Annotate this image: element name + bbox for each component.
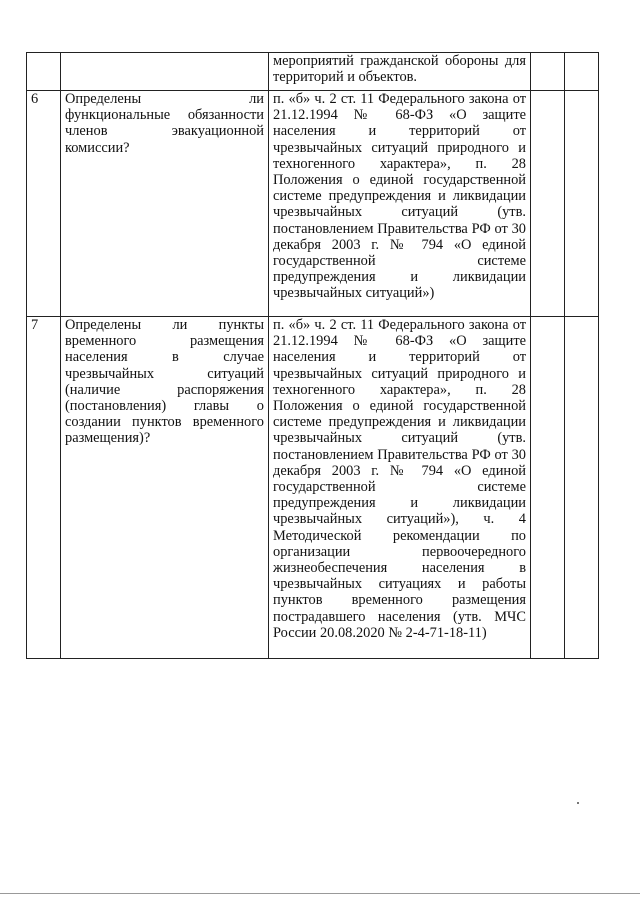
page-bottom-edge [0,893,640,894]
row-number [27,53,61,91]
question-cell: Определены ли функциональные обязанности членов эвакуационной комиссии? [61,91,269,317]
scan-speck [577,802,579,804]
table-row [27,317,599,659]
table-row [27,53,599,91]
table-row [27,91,599,317]
legal-basis-cell: мероприятий гражданской обороны для территорий и объектов. [269,53,531,91]
question-cell [61,53,269,91]
checklist-table [26,52,599,659]
row-number: 6 [27,91,61,317]
row-number: 7 [27,317,61,659]
answer-yes-cell [531,317,565,659]
answer-no-cell [565,91,599,317]
question-cell: Определены ли пункты временного размещения населения в случае чрезвычайных ситуаций (наличие распоряжения (постановления) главы о создании пунктов временного размещения)? [61,317,269,659]
answer-no-cell [565,317,599,659]
answer-yes-cell [531,91,565,317]
answer-yes-cell [531,53,565,91]
answer-no-cell [565,53,599,91]
legal-basis-cell: п. «б» ч. 2 ст. 11 Федерального закона от 21.12.1994 № 68-ФЗ «О защите населения и территорий от чрезвычайных ситуаций природного и техногенного характера», п. 28 Положения о единой государственной системе предупреждения и ликвидации чрезвычайных ситуаций (утв. постановлением Правительства РФ от 30 декабря 2003 г. № 794 «О единой государственной системе предупреждения и ликвидации чрезвычайных ситуаций»), ч. 4 Методической рекомендации по организации первоочередного жизнеобеспечения населения в чрезвычайных ситуациях и работы пунктов временного размещения пострадавшего населения (утв. МЧС России 20.08.2020 № 2-4-71-18-11) [269,317,531,659]
legal-basis-cell: п. «б» ч. 2 ст. 11 Федерального закона от 21.12.1994 № 68-ФЗ «О защите населения и территорий от чрезвычайных ситуаций природного и техногенного характера», п. 28 Положения о единой государственной системе предупреждения и ликвидации чрезвычайных ситуаций (утв. постановлением Правительства РФ от 30 декабря 2003 г. № 794 «О единой государственной системе предупреждения и ликвидации чрезвычайных ситуаций») [269,91,531,317]
